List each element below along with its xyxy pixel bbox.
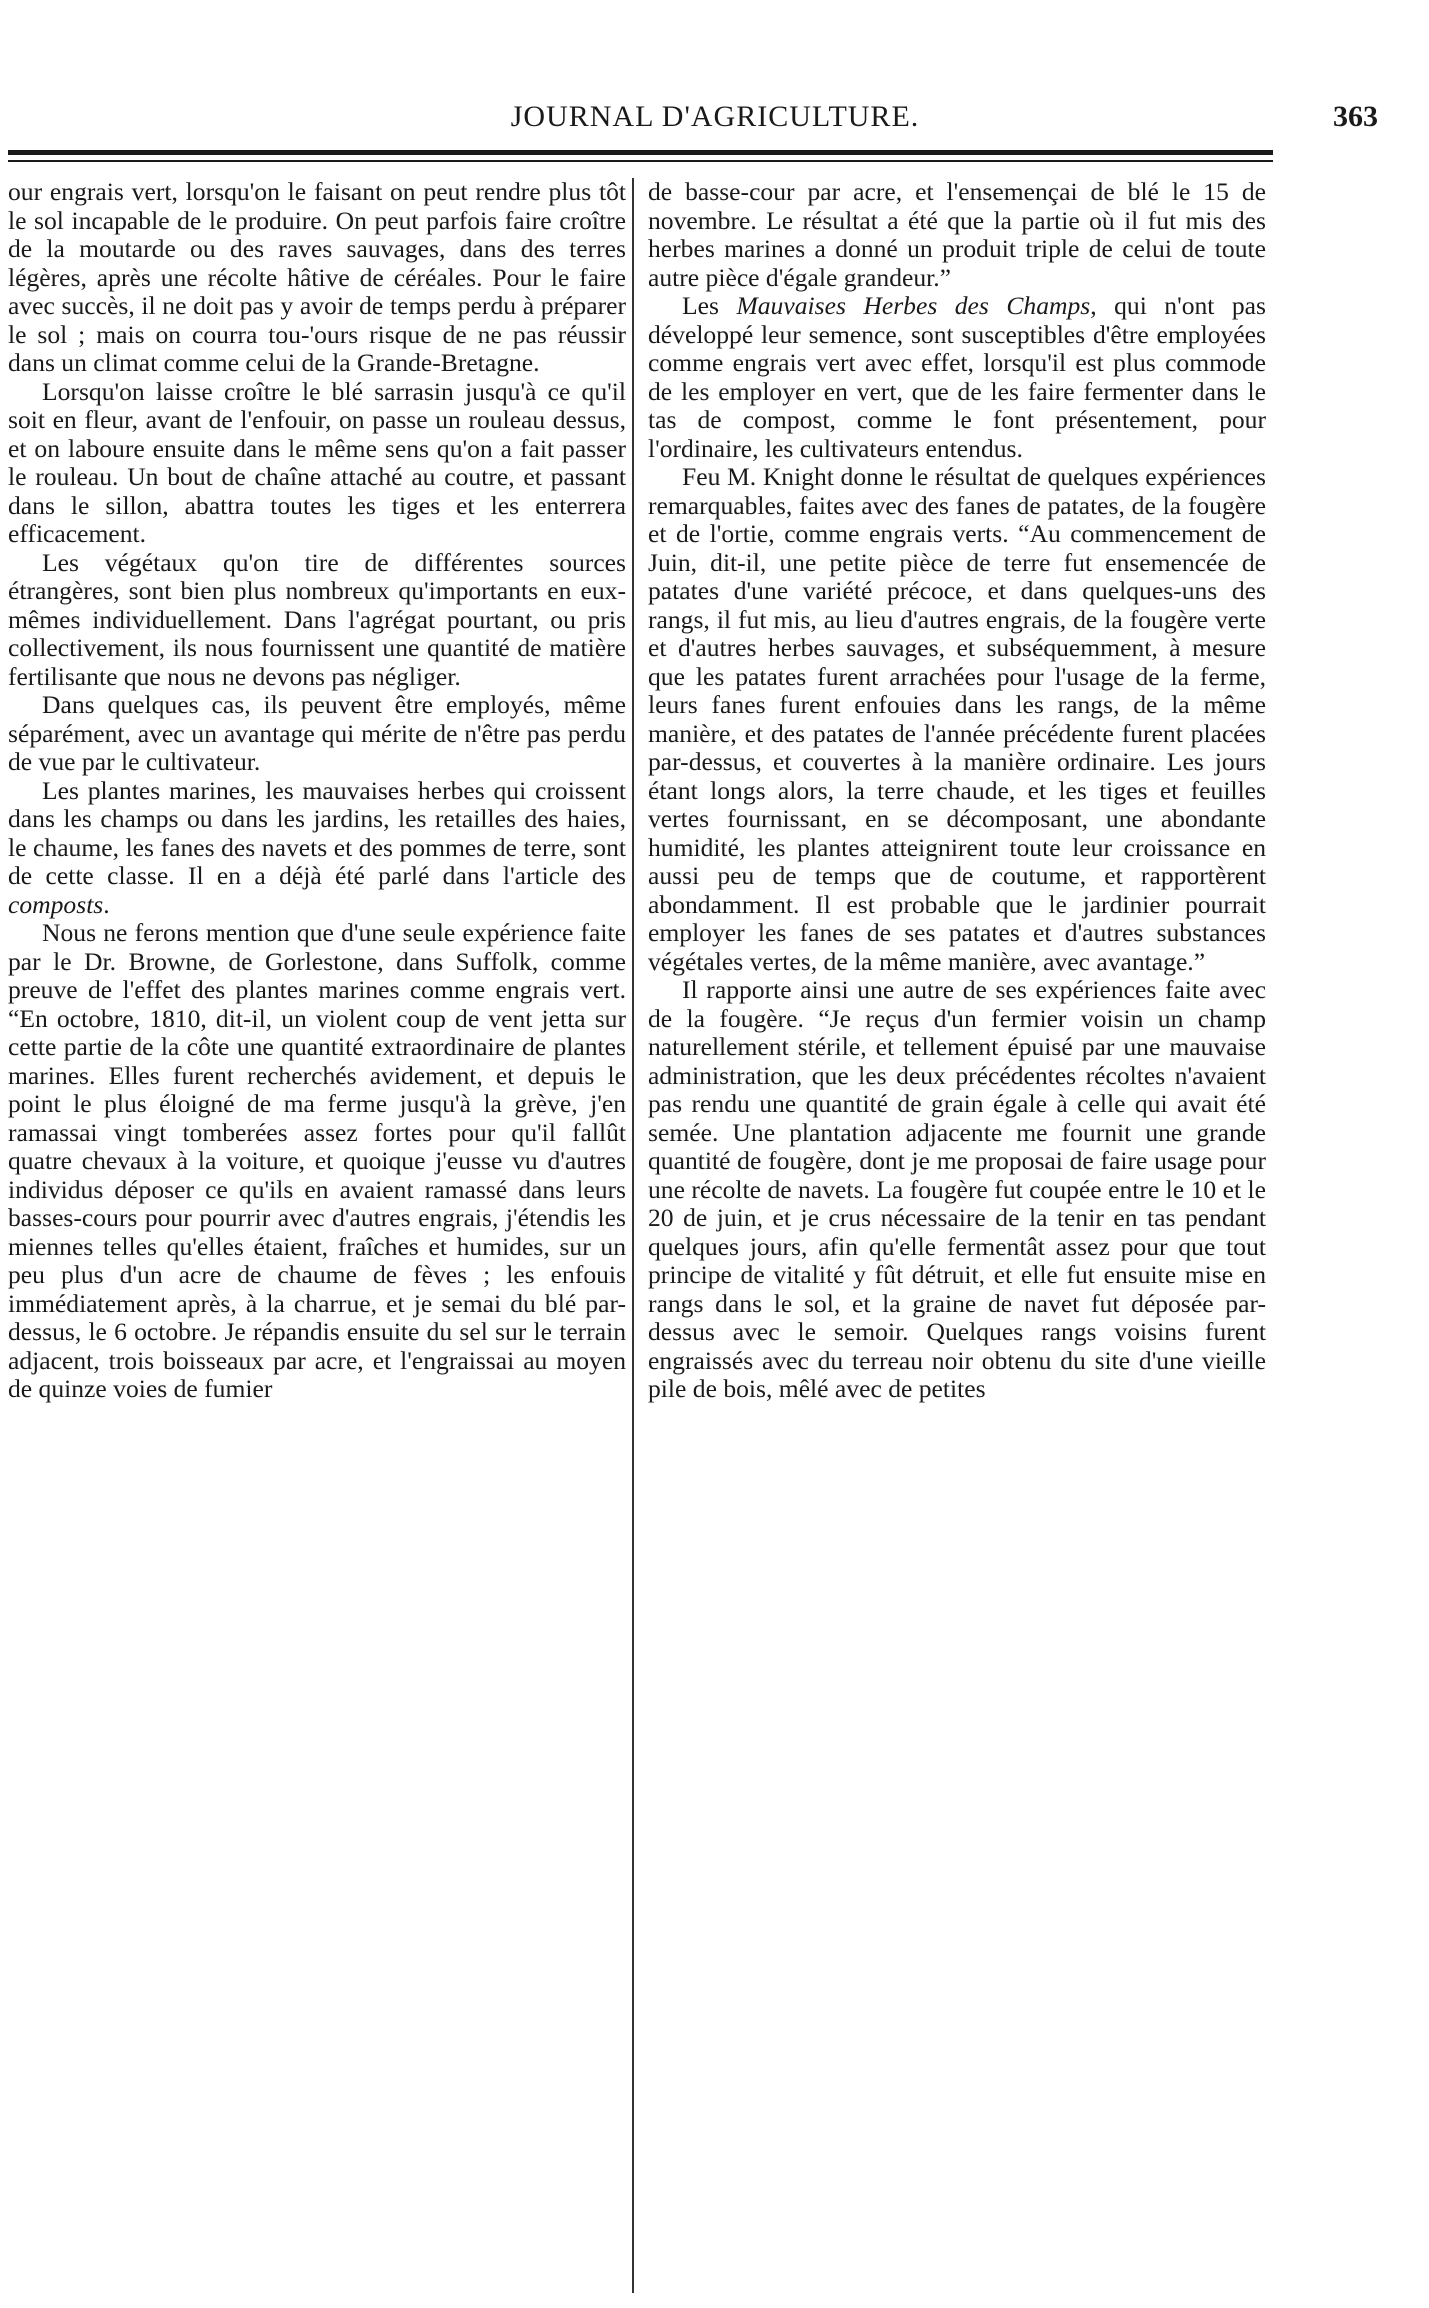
paragraph: Dans quelques cas, ils peuvent être employés, même séparément, avec un avantage qui mérite de n'être pas perdu de vue par le cultivateur. bbox=[8, 690, 626, 776]
italic-term: Mauvaises Herbes des Champs bbox=[736, 291, 1091, 320]
paragraph: Il rapporte ainsi une autre de ses expériences faite avec de la fougère. “Je reçus d'un fermier voisin un champ naturellement stérile, et tellement épuisé par une mauvaise administration, que les deux précédentes récoltes n'avaient pas rendu une quantité de grain égale à celle qui avait été semée. Une plantation adjacente me fournit une grande quantité de fougère, dont je me proposai de faire usage pour une récolte de navets. La fougère fut coupée entre le 10 et le 20 de juin, et je crus nécessaire de la tenir en tas pendant quelques jours, afin qu'elle fermentât assez pour que tout principe de vitalité y fût détruit, et elle fut ensuite mise en rangs dans le sol, et la graine de navet fut déposée par-dessus avec le semoir. Quelques rangs voisins furent engraissés avec du terreau noir obtenu du site d'une vieille pile de bois, mêlé avec de petites bbox=[648, 975, 1266, 1403]
paragraph-text: . bbox=[103, 889, 110, 919]
running-title: JOURNAL D'AGRICULTURE. bbox=[510, 100, 920, 133]
header-rule-thin bbox=[8, 160, 1273, 162]
paragraph-text: Les bbox=[682, 291, 737, 320]
paragraph-text: Les plantes marines, les mauvaises herbes qui croissent dans les champs ou dans les jardins, les retailles des haies, le chaume, les fanes des navets et des pommes de terre, sont de cette classe. Il en a déjà été parlé dans l'article des bbox=[8, 775, 626, 890]
page-number: 363 bbox=[1333, 100, 1378, 133]
paragraph: Nous ne ferons mention que d'une seule expérience faite par le Dr. Browne, de Gorlestone, dans Suffolk, comme preuve de l'effet des plantes marines comme engrais vert. “En octobre, 1810, dit-il, un violent coup de vent jetta sur cette partie de la côte une quantité extraordinaire de plantes marines. Elles furent recherchés avidement, et depuis le point le plus éloigné de ma ferme jusqu'à la grève, j'en ramassai vingt tomberées assez fortes pour qu'il fallût quatre chevaux à la voiture, et quoique j'eusse vu d'autres individus déposer ce qu'ils en avaient ramassé dans leurs basses-cours pour pourrir avec d'autres engrais, j'étendis les miennes telles qu'elles étaient, fraîches et humides, sur un peu plus d'un acre de chaume de fèves ; les enfouis immédiatement après, à la charrue, et je semai du blé par-dessus, le 6 octobre. Je répandis ensuite du sel sur le terrain adjacent, trois boisseaux par acre, et l'engraissai au moyen de quinze voies de fumier bbox=[8, 918, 626, 1403]
running-head bbox=[20, 100, 1410, 140]
paragraph: our engrais vert, lorsqu'on le faisant on peut rendre plus tôt le sol incapable de le produire. On peut parfois faire croître de la moutarde ou des raves sauvages, dans des terres légères, après une récolte hâtive de céréales. Pour le faire avec succès, il ne doit pas y avoir de temps perdu à préparer le sol ; mais on courra tou-'ours risque de ne pas réussir dans un climat comme celui de la Grande-Bretagne. bbox=[8, 178, 626, 377]
header-rule-thick bbox=[8, 150, 1273, 155]
right-column bbox=[648, 178, 1266, 2293]
paragraph bbox=[648, 292, 1266, 463]
paragraph: Les végétaux qu'on tire de différentes sources étrangères, sont bien plus nombreux qu'importants en eux-mêmes individuellement. Dans l'agrégat pourtant, ou pris collectivement, ils nous fournissent une quantité de matière fertilisante que nous ne devons pas négliger. bbox=[8, 547, 626, 691]
paragraph-text: , qui n'ont pas développé leur semence, sont susceptibles d'être employées comme engrais vert avec effet, lorsqu'il est plus commode de les employer en vert, que de les faire fermenter dans le tas de compost, comme le font présentement, pour l'ordinaire, les cultivateurs entendus. bbox=[648, 291, 1266, 463]
paragraph bbox=[8, 777, 626, 920]
column-divider bbox=[632, 178, 634, 2293]
paragraph: de basse-cour par acre, et l'ensemençai de blé le 15 de novembre. Le résultat a été que la partie où il fut mis des herbes marines a donné un produit triple de celui de toute autre pièce d'égale grandeur.” bbox=[648, 178, 1266, 292]
italic-term: composts bbox=[8, 889, 104, 919]
paragraph: Feu M. Knight donne le résultat de quelques expériences remarquables, faites avec des fanes de patates, de la fougère et de l'ortie, comme engrais verts. “Au commencement de Juin, dit-il, une petite pièce de terre fut ensemencée de patates d'une variété précoce, et dans quelques-uns des rangs, il fut mis, au lieu d'autres engrais, de la fougère verte et d'autres herbes sauvages, et subséquemment, à mesure que les patates furent arrachées pour l'usage de la ferme, leurs fanes furent enfouies dans les rangs, de la même manière, et des patates de l'année précédente furent placées par-dessus, et couvertes à la manière ordinaire. Les jours étant longs alors, la terre chaude, et les tiges et feuilles vertes fournissant, en se décomposant, une abondante humidité, les plantes atteignirent toute leur croissance en aussi peu de temps que de coutume, et rapportèrent abondamment. Il est probable que le jardinier pourrait employer les fanes de ses patates et d'autres substances végétales vertes, de la même manière, avec avantage.” bbox=[648, 462, 1266, 976]
left-column bbox=[8, 178, 626, 2293]
paragraph: Lorsqu'on laisse croître le blé sarrasin jusqu'à ce qu'il soit en fleur, avant de l'enfouir, on passe un rouleau dessus, et on laboure ensuite dans le même sens qu'on a fait passer le rouleau. Un bout de chaîne attaché au coutre, et passant dans le sillon, abattra toutes les tiges et les enterrera efficacement. bbox=[8, 376, 626, 548]
